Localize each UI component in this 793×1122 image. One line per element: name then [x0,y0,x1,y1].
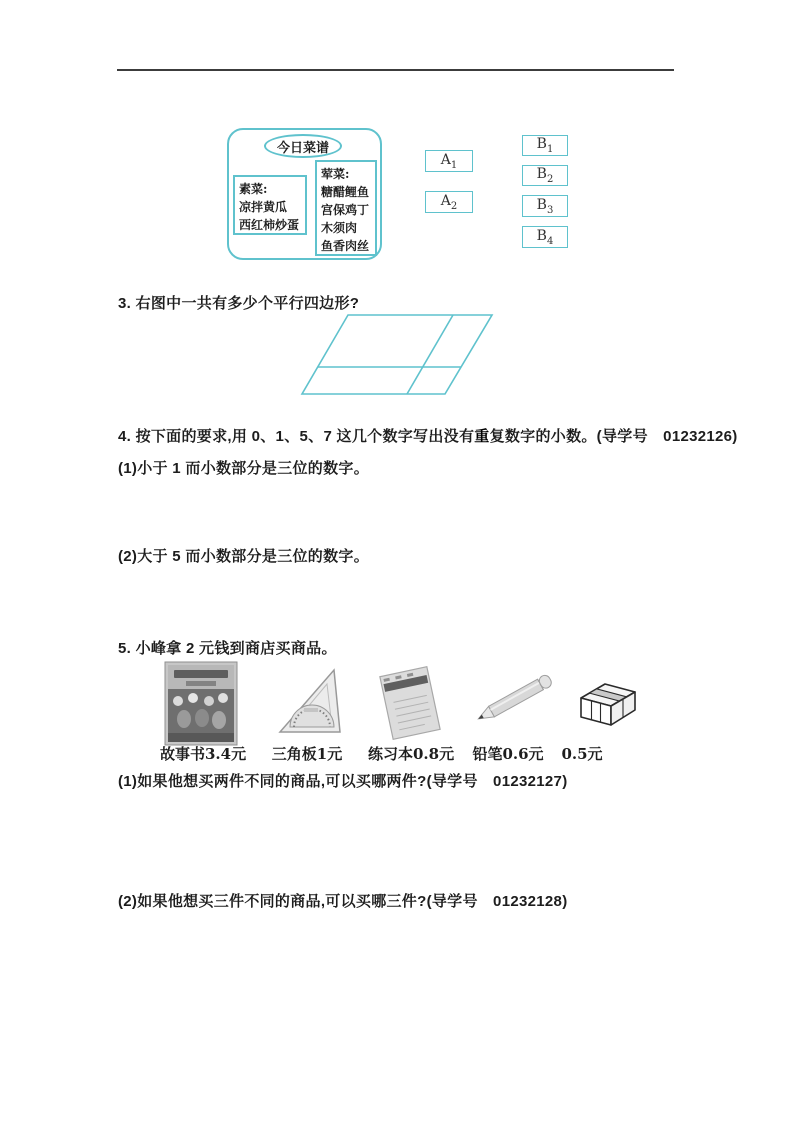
choice-box-a1 [425,150,473,172]
question-4-text [118,427,738,447]
menu-title-ellipse [264,134,342,158]
veg-line: 凉拌黄瓜 [239,200,288,214]
question-5-sub1: (1)如果他想买两件不同的商品,可以买哪两件?(导学号 01232127) [118,773,568,790]
pencil-illustration [470,666,562,735]
q4-part2: 复数字的小数。(导学号 01232126) [489,428,738,445]
storybook-illustration [164,661,238,751]
choice-box-a2 [425,191,473,213]
choice-label-a2: $A_2$ [440,192,458,212]
choice-label-b4: $B_4$ [536,227,554,247]
choice-label-b3: $B_3$ [536,196,554,216]
item-label-storybook: 故事书3.4元 [160,745,247,763]
exercise-book-illustration [372,663,448,748]
veg-line: 西红柿炒蛋 [239,218,300,232]
meat-line: 宫保鸡丁 [321,203,370,217]
choice-box-b3 [522,195,568,217]
triangle-ruler-illustration [274,664,348,743]
meat-dishes-box [315,160,377,256]
question-5-text: 5. 小峰拿 2 元钱到商店买商品。 [118,640,337,657]
veg-line: 素菜: [239,182,268,196]
eraser-illustration [573,678,641,737]
choice-label-a1: $A_1$ [440,151,458,171]
choice-box-b4 [522,226,568,248]
item-label-eraser: 0.5元 [561,745,603,763]
choice-box-b1 [522,135,568,156]
choice-box-b2 [522,165,568,186]
q4-part1: 4. 按下面的要求,用 0、1、5、7 这几个数字写出没有 [118,428,475,445]
item-label-pencil: 铅笔0.6元 [472,745,544,763]
question-5-sub2: (2)如果他想买三件不同的商品,可以买哪三件?(导学号 01232128) [118,893,568,910]
meat-line: 木须肉 [321,221,358,235]
header-divider [117,69,674,71]
parallelogram-svg [293,308,503,403]
parallelogram-figure [293,308,503,408]
question-4-sub1: (1)小于 1 而小数部分是三位的数字。 [118,460,370,477]
question-4-sub2: (2)大于 5 而小数部分是三位的数字。 [118,548,370,565]
q4-highlight-char: 重 [474,428,490,445]
item-label-exercise-book: 练习本0.8元 [368,745,455,763]
choice-label-b2: $B_2$ [536,166,554,185]
meat-line: 荤菜: [321,167,350,181]
meat-line: 糖醋鲤鱼 [321,185,370,199]
question-3-text: 3. 右图中一共有多少个平行四边形? [118,295,360,312]
meat-line: 鱼香肉丝 [321,239,370,253]
menu-title: 今日菜谱 [276,140,329,156]
item-label-triangle-ruler: 三角板1元 [271,745,343,763]
choice-label-b1: $B_1$ [536,136,554,155]
veg-dishes-box [233,175,307,235]
